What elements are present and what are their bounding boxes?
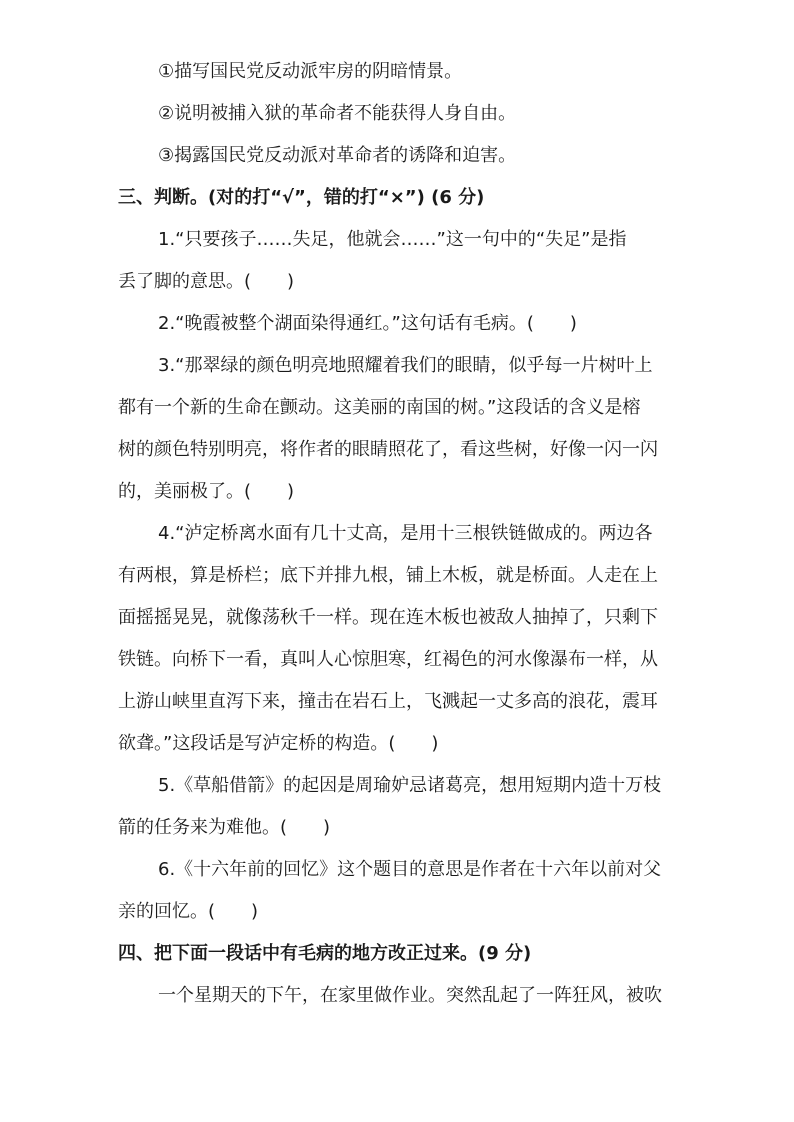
option-3: ③揭露国民党反动派对革命者的诱降和迫害。 [158,145,517,166]
q4-line-6: 欲聋。”这段话是写泸定桥的构造。( ) [118,733,439,754]
option-2: ②说明被捕入狱的革命者不能获得人身自由。 [158,103,517,124]
q4-line-2: 有两根，算是桥栏；底下并排九根，铺上木板，就是桥面。人走在上 [118,565,658,586]
section-4-heading: 四、把下面一段话中有毛病的地方改正过来。(9 分) [118,943,532,964]
q6-line-2: 亲的回忆。( ) [118,901,259,922]
q6-line-1: 6.《十六年前的回忆》这个题目的意思是作者在十六年以前对父 [158,859,662,880]
q4-line-1: 4.“泸定桥离水面有几十丈高，是用十三根铁链做成的。两边各 [158,523,653,544]
q4-line-3: 面摇摇晃晃，就像荡秋千一样。现在连木板也被敌人抽掉了，只剩下 [118,607,658,628]
q4-line-5: 上游山峡里直泻下来，撞击在岩石上，飞溅起一丈多高的浪花，震耳 [118,691,658,712]
q5-line-2: 箭的任务来为难他。( ) [118,817,331,838]
q3-line-3: 树的颜色特别明亮，将作者的眼睛照花了，看这些树，好像一闪一闪 [118,439,658,460]
q4-line-4: 铁链。向桥下一看，真叫人心惊胆寒，红褐色的河水像瀑布一样，从 [118,649,658,670]
q3-line-2: 都有一个新的生命在颤动。这美丽的南国的树。”这段话的含义是榕 [118,397,641,418]
q1-line-1: 1.“只要孩子……失足，他就会……”这一句中的“失足”是指 [158,229,627,250]
q3-line-4: 的，美丽极了。( ) [118,481,295,502]
q2-line-1: 2.“晚霞被整个湖面染得通红。”这句话有毛病。( ) [158,313,577,334]
q1-line-2: 丢了脚的意思。( ) [118,271,295,292]
section-3-heading: 三、判断。(对的打“√”，错的打“×”) (6 分) [118,187,485,208]
option-1: ①描写国民党反动派牢房的阴暗情景。 [158,61,463,82]
q5-line-1: 5.《草船借箭》的起因是周瑜妒忌诸葛亮，想用短期内造十万枝 [158,775,662,796]
q3-line-1: 3.“那翠绿的颜色明亮地照耀着我们的眼睛，似乎每一片树叶上 [158,355,653,376]
section-4-paragraph: 一个星期天的下午，在家里做作业。突然乱起了一阵狂风，被吹 [158,985,662,1006]
